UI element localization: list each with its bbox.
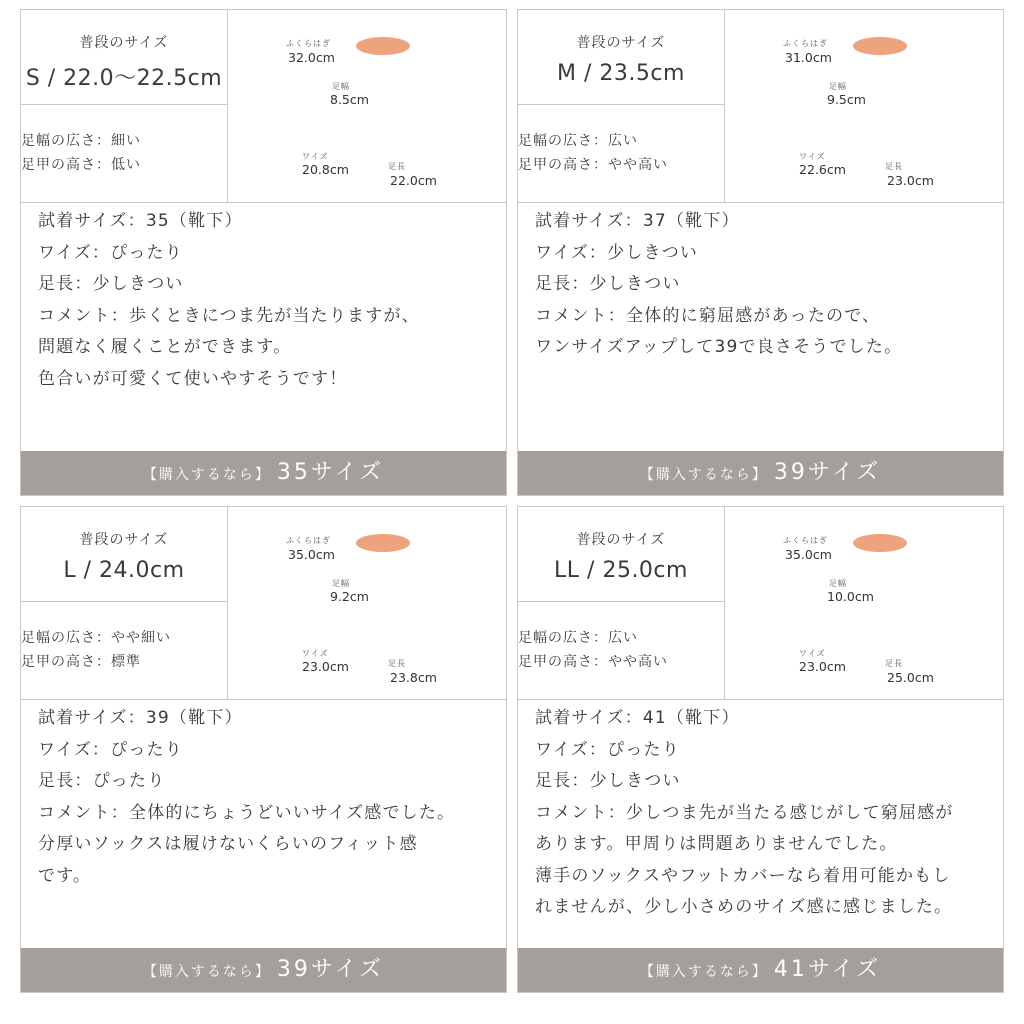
foot-illustration bbox=[228, 10, 506, 203]
length-value: 25.0cm bbox=[887, 670, 934, 685]
calf-value: 31.0cm bbox=[785, 50, 832, 65]
recommended-size: 39サイズ bbox=[773, 460, 882, 485]
wise-value: 20.8cm bbox=[302, 162, 349, 177]
size-card bbox=[20, 506, 507, 993]
length-label: 足長 bbox=[388, 659, 406, 668]
review-line: ワンサイズアップして39で良さそうでした。 bbox=[535, 337, 903, 357]
review-line: 試着サイズ：35（靴下） bbox=[38, 211, 243, 231]
length-value: 22.0cm bbox=[390, 173, 437, 188]
calf-label: ふくらはぎ bbox=[286, 536, 331, 545]
usual-size-value: M / 23.5cm bbox=[557, 61, 685, 86]
instep-height-fit: 足甲の高さ：やや高い bbox=[518, 654, 668, 670]
calf-top-shape bbox=[356, 534, 410, 552]
review-line: 試着サイズ：37（靴下） bbox=[535, 211, 740, 231]
usual-size-box bbox=[518, 507, 725, 602]
review-line: です。 bbox=[38, 865, 92, 886]
wise-label: ワイズ bbox=[799, 152, 826, 161]
review-line: ワイズ：ぴったり bbox=[535, 739, 680, 760]
review-line: 問題なく履くことができます。 bbox=[38, 337, 292, 357]
usual-size-label: 普段のサイズ bbox=[576, 532, 666, 548]
review-line: 足長：ぴったり bbox=[38, 771, 166, 791]
recommended-size-bar bbox=[518, 451, 1003, 495]
foot-width-fit: 足幅の広さ：やや細い bbox=[21, 630, 171, 646]
foot-illustration bbox=[725, 507, 1003, 700]
recommended-size-bar bbox=[21, 948, 506, 992]
calf-label: ふくらはぎ bbox=[286, 39, 331, 48]
fitting-review bbox=[38, 206, 503, 395]
length-value: 23.8cm bbox=[390, 670, 437, 685]
foot-shape-box bbox=[21, 105, 228, 203]
review-line: コメント：全体的にちょうどいいサイズ感でした。 bbox=[38, 802, 456, 823]
wise-label: ワイズ bbox=[799, 649, 826, 658]
fitting-review bbox=[535, 703, 1000, 924]
recommend-prefix: 【購入するなら】 bbox=[142, 964, 271, 980]
recommended-size: 41サイズ bbox=[773, 957, 882, 982]
review-line: 足長：少しきつい bbox=[535, 771, 681, 791]
review-line: 足長：少しきつい bbox=[38, 274, 184, 294]
wise-label: ワイズ bbox=[302, 649, 329, 658]
foot-shape-box bbox=[518, 105, 725, 203]
foot-width-value: 9.5cm bbox=[827, 92, 866, 107]
foot-width-value: 9.2cm bbox=[330, 589, 369, 604]
length-label: 足長 bbox=[885, 659, 903, 668]
recommend-prefix: 【購入するなら】 bbox=[639, 964, 768, 980]
review-line: 分厚いソックスは履けないくらいのフィット感 bbox=[38, 834, 418, 854]
foot-illustration bbox=[228, 507, 506, 700]
review-line: コメント：歩くときにつま先が当たりますが、 bbox=[38, 305, 420, 326]
review-line: コメント：少しつま先が当たる感じがして窮屈感が bbox=[535, 802, 954, 823]
review-line: ワイズ：少しきつい bbox=[535, 242, 699, 263]
usual-size-value: L / 24.0cm bbox=[63, 558, 185, 583]
foot-width-fit: 足幅の広さ：広い bbox=[518, 133, 638, 149]
instep-height-fit: 足甲の高さ：やや高い bbox=[518, 157, 668, 173]
review-line: 薄手のソックスやフットカバーなら着用可能かもし bbox=[535, 865, 951, 886]
usual-size-label: 普段のサイズ bbox=[79, 35, 169, 51]
fitting-review bbox=[535, 206, 1000, 364]
review-line: 試着サイズ：39（靴下） bbox=[38, 708, 243, 728]
instep-height-fit: 足甲の高さ：低い bbox=[21, 157, 141, 173]
fitting-review bbox=[38, 703, 503, 892]
usual-size-label: 普段のサイズ bbox=[576, 35, 666, 51]
wise-label: ワイズ bbox=[302, 152, 329, 161]
usual-size-value: S / 22.0〜22.5cm bbox=[25, 66, 223, 91]
calf-label: ふくらはぎ bbox=[783, 536, 828, 545]
calf-label: ふくらはぎ bbox=[783, 39, 828, 48]
length-label: 足長 bbox=[885, 162, 903, 171]
foot-shape-box bbox=[21, 602, 228, 700]
foot-width-value: 8.5cm bbox=[330, 92, 369, 107]
review-line: ワイズ：ぴったり bbox=[38, 242, 183, 263]
wise-value: 23.0cm bbox=[799, 659, 846, 674]
usual-size-box bbox=[21, 507, 228, 602]
usual-size-value: LL / 25.0cm bbox=[554, 558, 688, 583]
review-line: ワイズ：ぴったり bbox=[38, 739, 183, 760]
length-label: 足長 bbox=[388, 162, 406, 171]
recommended-size-bar bbox=[518, 948, 1003, 992]
foot-width-fit: 足幅の広さ：細い bbox=[21, 133, 141, 149]
review-line: コメント：全体的に窮屈感があったので、 bbox=[535, 305, 881, 326]
wise-value: 22.6cm bbox=[799, 162, 846, 177]
review-line: あります。甲周りは問題ありませんでした。 bbox=[535, 834, 898, 854]
size-card bbox=[20, 9, 507, 496]
recommended-size: 39サイズ bbox=[276, 957, 385, 982]
foot-width-label: 足幅 bbox=[332, 82, 350, 91]
foot-width-value: 10.0cm bbox=[827, 589, 874, 604]
calf-value: 35.0cm bbox=[288, 547, 335, 562]
foot-shape-box bbox=[518, 602, 725, 700]
foot-width-label: 足幅 bbox=[829, 82, 847, 91]
foot-width-fit: 足幅の広さ：広い bbox=[518, 630, 638, 646]
foot-illustration bbox=[725, 10, 1003, 203]
calf-top-shape bbox=[853, 534, 907, 552]
recommend-prefix: 【購入するなら】 bbox=[639, 467, 768, 483]
size-card bbox=[517, 9, 1004, 496]
instep-height-fit: 足甲の高さ：標準 bbox=[21, 654, 141, 670]
wise-value: 23.0cm bbox=[302, 659, 349, 674]
recommended-size: 35サイズ bbox=[276, 460, 385, 485]
calf-value: 35.0cm bbox=[785, 547, 832, 562]
calf-value: 32.0cm bbox=[288, 50, 335, 65]
review-line: 色合いが可愛くて使いやすそうです！ bbox=[38, 368, 348, 389]
calf-top-shape bbox=[356, 37, 410, 55]
foot-width-label: 足幅 bbox=[829, 579, 847, 588]
review-line: 試着サイズ：41（靴下） bbox=[535, 708, 740, 728]
foot-width-label: 足幅 bbox=[332, 579, 350, 588]
recommended-size-bar bbox=[21, 451, 506, 495]
usual-size-box bbox=[21, 10, 228, 105]
size-card bbox=[517, 506, 1004, 993]
review-line: 足長：少しきつい bbox=[535, 274, 681, 294]
recommend-prefix: 【購入するなら】 bbox=[142, 467, 271, 483]
usual-size-label: 普段のサイズ bbox=[79, 532, 169, 548]
review-line: れませんが、少し小さめのサイズ感に感じました。 bbox=[535, 897, 953, 917]
usual-size-box bbox=[518, 10, 725, 105]
length-value: 23.0cm bbox=[887, 173, 934, 188]
calf-top-shape bbox=[853, 37, 907, 55]
